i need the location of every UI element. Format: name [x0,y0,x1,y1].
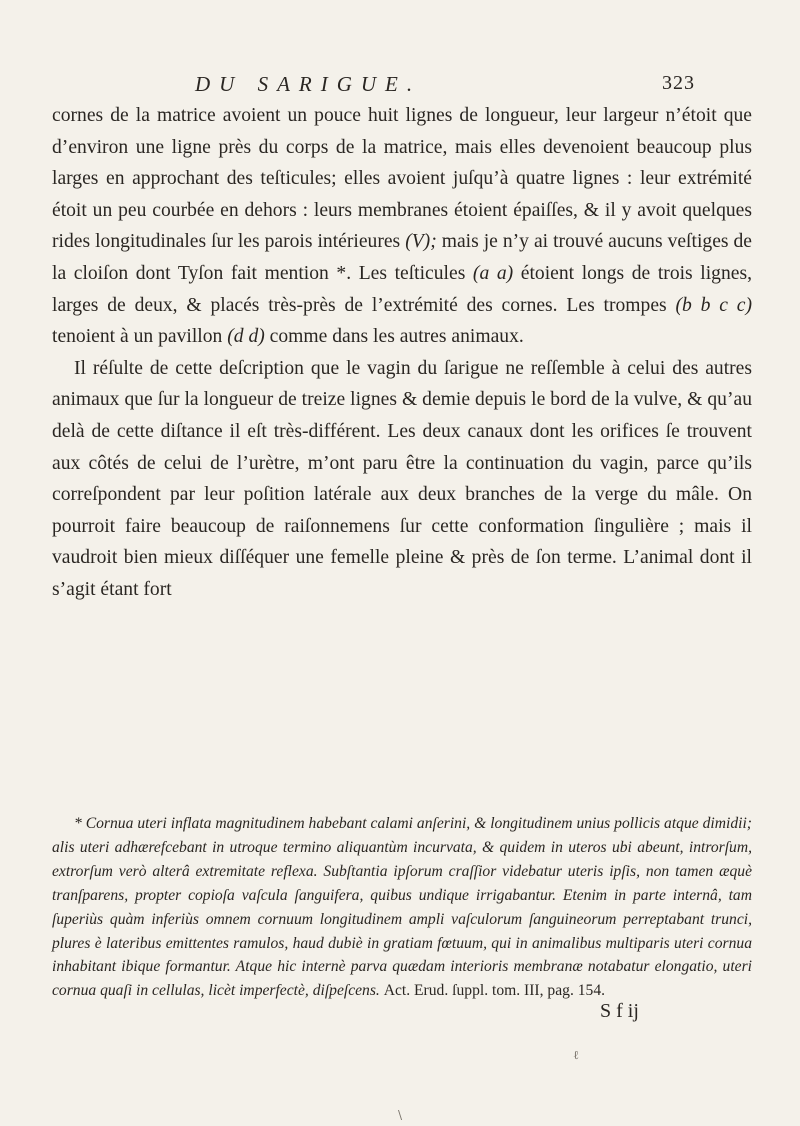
running-title: DU SARIGUE. [195,72,422,96]
page-number: 323 [662,72,695,94]
text-run: mais je n’y ai trouvé aucuns veſtiges de la cloiſon dont Tyſon fait mention *. Les teſticules [52,231,752,284]
text-run: tenoient à un pavillon [52,326,228,348]
figure-reference: (b b c c) [675,294,752,316]
stray-mark: \ [398,1108,403,1122]
text-run: Il réſulte de cette deſcription que le vagin du ſarigue ne reſſemble à celui des autres animaux que ſur la longueur de treize lignes & demie depuis le bord de la vulve, & qu’au delà de cette diſtance il eſt très-différent. Les deux canaux dont les orifices ſe trouvent aux côtés de celui de l’urètre, m’ont paru être la continuation du vagin, parce qu’ils correſpondent par leur poſition latérale aux deux branches de la verge du mâle. On pourroit faire beaucoup de raiſonnemens ſur cette conformation ſingulière ; mais il vaudroit bien mieux diſſéquer une femelle pleine & près de ſon terme. L’animal dont il s’agit étant fort [52,357,752,600]
text-run: cornes de la matrice avoient un pouce huit lignes de longueur, leur largeur n’étoit que d’environ une ligne près du corps de la matrice, mais elles devenoient beaucoup plus larges en approchant des teſticules; elles avoient juſqu’à quatre lignes : leur extrémité étoit un peu courbée en dehors : leurs membranes étoient épaiſſes, & il y avoit quelques rides longitudinales ſur les parois intérieures [52,105,752,253]
paragraph [52,100,752,353]
footnote-text: * Cornua uteri inflata magnitudinem habebant calami anſerini, & longitudinem unius pollicis atque dimidii; alis uteri adhærefcebant in utroque termino aliquantùm incurvata, & quidem in uteros ubi abeunt, introrſum, extrorſum verò alterâ extremitate reflexa. Subſtantia ipſorum craſſior videbatur uteris ipſis, non tamen æquè tranſparens, propter copioſa vaſcula ſanguifera, quibus undique irrigabantur. Etenim in parte internâ, tam ſuperiùs quàm inferiùs omnem cornuum longitudinem ampli vaſculorum ſanguineorum perreptabant trunci, plures è lateribus emittentes ramulos, haud dubiè in gratiam fœtuum, qui in animalibus multiparis uteri cornua inhabitant ibique formantur. Atque hic internè parva quædam interioris membranæ notabatur elongatio, uteri cornua quaſi in cellulas, licèt imperfectè, diſpeſcens. [52,815,752,1000]
paragraph [52,353,752,606]
figure-reference: (V); [405,231,437,253]
stray-mark: ℓ [573,1048,579,1062]
text-run: étoient longs de trois lignes, larges de deux, & placés très-près de l’extrémité des cornes. Les trompes [52,262,752,316]
figure-reference: (a a) [472,262,514,284]
figure-reference: (d d) [227,326,265,348]
footnote [52,812,752,1003]
citation: Act. Erud. ſuppl. tom. III, pag. 154. [383,982,606,1000]
running-head [195,72,695,102]
text-run: comme dans les autres animaux. [264,326,524,348]
body-text [52,100,752,606]
signature-mark: S f ij [600,1000,639,1022]
